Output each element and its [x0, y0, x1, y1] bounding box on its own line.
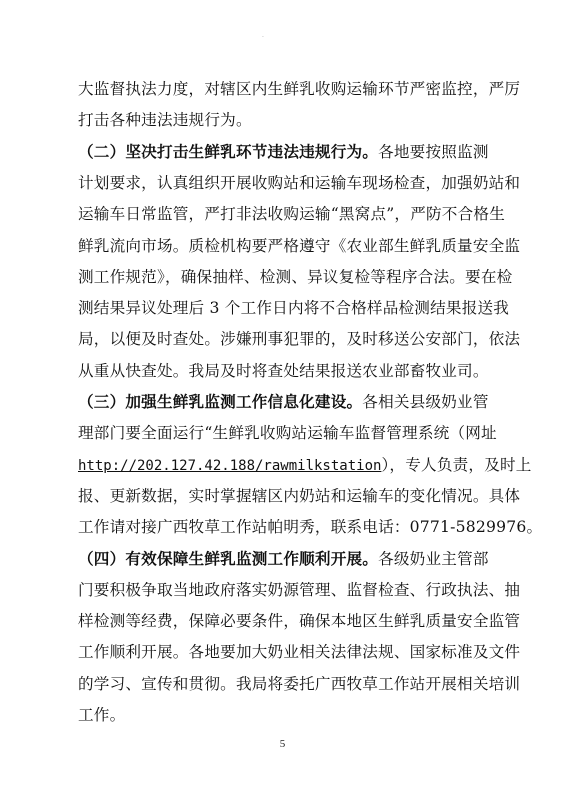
line-text: 鲜乳流向市场。质检机构要严格遵守《农业部生鲜乳质量安全监: [78, 236, 521, 255]
section-heading: （二）坚决打击生鲜乳环节违法违规行为。: [78, 142, 379, 161]
text-line: [78, 448, 532, 482]
line-text: 各地要按照监测: [378, 142, 489, 161]
text-line: [78, 667, 520, 701]
text-line: [78, 416, 497, 450]
text-line: [78, 573, 520, 607]
page-number: 5: [279, 738, 286, 750]
text-line: [78, 229, 520, 263]
line-text: 工作顺利开展。各地要加大奶业相关法律法规、国家标准及文件: [78, 643, 521, 662]
text-line: [78, 135, 489, 169]
text-line: [78, 103, 252, 137]
line-text: 报、更新数据，实时掌握辖区内奶站和运输车的变化情况。具体: [78, 486, 521, 505]
line-text: 运输车日常监管，严打非法收购运输“黑窝点”，严防不合格生: [78, 205, 505, 224]
line-text: 各相关县级奶业管: [362, 393, 489, 411]
text-line: [78, 322, 520, 356]
line-text: 打击各种违法违规行为。: [78, 111, 252, 130]
text-line: [78, 166, 520, 200]
text-line: [78, 604, 520, 638]
line-text: 理部门要全面运行“生鲜乳收购站运输车监督管理系统（网址: [78, 424, 497, 443]
text-line: [78, 260, 512, 294]
section-heading: （三）加强生鲜乳监测工作信息化建设。: [78, 393, 363, 411]
line-text: 大监督执法力度，对辖区内生鲜乳收购运输环节严密监控，严厉: [78, 80, 521, 98]
text-line: [78, 479, 520, 513]
text-line: [78, 698, 125, 732]
line-text: 门要积极争取当地政府落实奶源管理、监督检查、行政执法、抽: [78, 580, 521, 599]
line-text: 测结果异议处理后 3 个工作日内将不合格样品检测结果报送我: [78, 299, 510, 318]
text-line: [78, 385, 489, 419]
line-text: 从重从快查处。我局及时将查处结果报送农业部畜牧业司。: [78, 361, 489, 380]
line-text: 样检测等经费，保障必要条件，确保本地区生鲜乳质量安全监管: [78, 612, 521, 631]
top-mark: ·: [262, 34, 264, 41]
section-heading: （四）有效保障生鲜乳监测工作顺利开展。: [78, 549, 379, 568]
line-text: 测工作规范》，确保抽样、检测、异议复检等程序合法。要在检: [78, 267, 513, 286]
text-line: [78, 197, 505, 231]
line-text: 各级奶业主管部: [378, 549, 489, 568]
line-text: 局，以便及时查处。涉嫌刑事犯罪的，及时移送公安部门，依法: [78, 330, 521, 349]
url-link[interactable]: http://202.127.42.188/rawmilkstation: [78, 457, 382, 474]
line-text: 工作。: [78, 706, 126, 724]
line-text: 的学习、宣传和贯彻。我局将委托广西牧草工作站开展相关培训: [78, 674, 521, 693]
line-text: 计划要求，认真组织开展收购站和运输车现场检查，加强奶站和: [78, 173, 521, 192]
line-text: ），专人负责，及时上: [381, 455, 532, 474]
text-line: [78, 291, 509, 325]
text-line: [78, 542, 489, 576]
line-text: 工作请对接广西牧草工作站帕明秀，联系电话：0771-5829976。: [78, 518, 543, 537]
text-line: [78, 354, 489, 388]
text-line: [78, 510, 542, 544]
text-line: [78, 635, 520, 669]
text-line: [78, 72, 520, 106]
